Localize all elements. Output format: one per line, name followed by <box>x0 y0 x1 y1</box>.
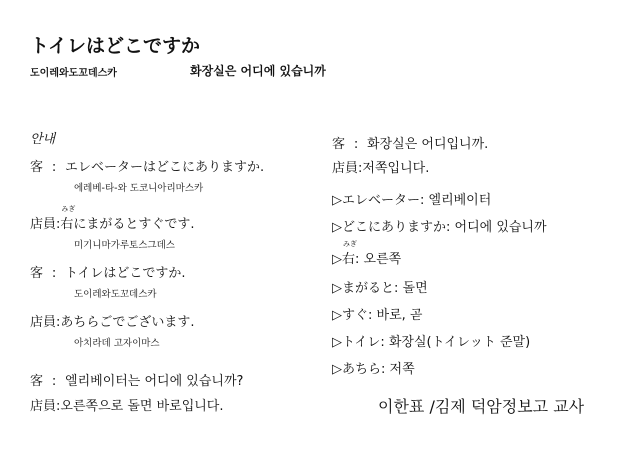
line-text: トイレはどこですか. <box>65 266 186 281</box>
line-reading: 에레베-타-와 도코니아리마스카 <box>74 183 204 194</box>
colon: : <box>51 374 57 389</box>
vocab-item: ▷まがると: 돌면 <box>332 281 428 296</box>
title-korean: 화장실은 어디에 있습니까 <box>190 64 326 78</box>
vocab-item: ▷あちら: 저쪽 <box>332 362 415 377</box>
vocab-item: ▷エレベーター: 엘리베이터 <box>332 193 492 208</box>
dialogue-line-ko <box>332 133 488 152</box>
dialogue-line <box>30 205 195 232</box>
ruby-base: 右 <box>60 217 74 232</box>
colon: : <box>56 399 61 414</box>
ruby-word <box>342 240 357 267</box>
dialogue-line-ko <box>332 157 429 176</box>
line-reading: 도이레와도꼬데스카 <box>74 289 157 300</box>
colon: : <box>56 315 61 330</box>
dialogue-line-ko <box>30 395 224 414</box>
line-text: にまがるとすぐです. <box>73 217 195 232</box>
vocab-item: ▷どこにありますか: 어디에 있습니까 <box>332 220 547 235</box>
dialogue-line <box>30 311 195 330</box>
dialogue-line-ko <box>30 370 243 389</box>
vocab-item <box>332 240 402 267</box>
line-text: 저쪽입니다. <box>362 161 430 176</box>
speaker-label: 客 <box>30 266 44 281</box>
colon: : <box>358 161 363 176</box>
line-text: 화장실은 어디입니까. <box>367 137 489 152</box>
vocab-item: ▷すぐ: 바로, 곧 <box>332 308 423 323</box>
ruby-text: みぎ <box>343 240 357 248</box>
vocab-text: : 오른쪽 <box>355 252 402 267</box>
line-text: あちらごでございます. <box>60 315 195 330</box>
ruby-text: みぎ <box>61 205 76 213</box>
speaker-label: 店員 <box>30 315 57 330</box>
line-reading: 미기니마가루토스그데스 <box>74 240 175 251</box>
colon: : <box>353 137 359 152</box>
speaker-label: 店員 <box>30 399 57 414</box>
speaker-label: 店員 <box>332 161 359 176</box>
line-text: 오른쪽으로 돌면 바로입니다. <box>60 399 224 414</box>
line-reading: 아치라데 고자이마스 <box>74 338 160 349</box>
page-title: トイレはどこですか <box>30 35 201 57</box>
speaker-label: 客 <box>30 160 44 175</box>
colon: : <box>51 266 57 281</box>
guide-label: 안내 <box>30 132 56 147</box>
title-reading: 도이레와도꼬데스카 <box>30 68 117 79</box>
dialogue-line <box>30 262 186 281</box>
colon: : <box>51 160 57 175</box>
teacher-credit: 이한표 /김제 덕암정보고 교사 <box>378 397 585 416</box>
line-text: 엘리베이터는 어디에 있습니까? <box>65 374 244 389</box>
colon: : <box>56 217 61 232</box>
dialogue-line <box>30 156 264 175</box>
vocab-item: ▷トイレ: 화장실(トイレット 준말) <box>332 335 531 350</box>
speaker-label: 店員 <box>30 217 57 232</box>
speaker-label: 客 <box>30 374 44 389</box>
vocab-prefix: ▷ <box>332 252 342 267</box>
ruby-word <box>60 205 76 232</box>
line-text: エレベーターはどこにありますか. <box>65 160 265 175</box>
speaker-label: 客 <box>332 137 346 152</box>
ruby-base: 右 <box>342 252 356 267</box>
